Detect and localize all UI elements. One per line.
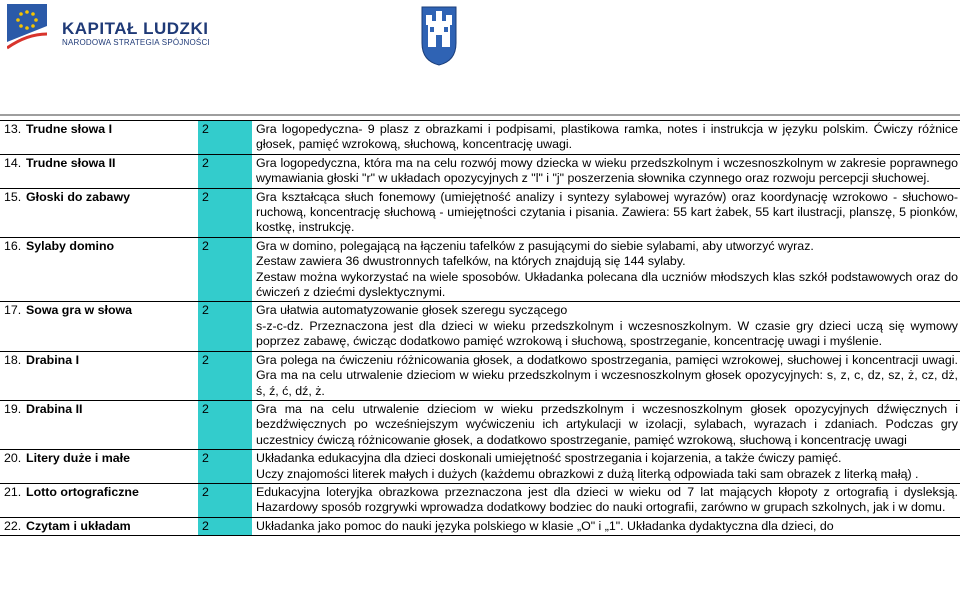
table-row: [0, 154, 960, 188]
item-quantity: 2: [198, 188, 252, 237]
row-number: 21.: [0, 483, 22, 517]
description-paragraph: Gra ma na celu utrwalenie dzieciom w wieku przedszkolnym i wczesnoszkolnym głosek opozycyjnych dźwięcznych i bezdźwięcznych po wcześniejszym wyćwiczeniu ich artykulacji w izolacji, sylabach, wyrazach i zdaniach. Podczas gry uczestnicy ćwiczą różnicowanie głosek, a dodatkowo spostrzeganie, pamięć wzrokową, słuchową i koncentrację uwagi: [256, 401, 958, 447]
item-title: Trudne słowa I: [22, 121, 198, 155]
item-title: Sylaby domino: [22, 237, 198, 302]
description-paragraph: Zestaw zawiera 36 dwustronnych tafelków, na których znajdują się 144 sylaby.: [256, 254, 686, 269]
table-row: [0, 400, 960, 449]
description-paragraph: Gra w domino, polegającą na łączeniu tafelków z pasującymi do siebie sylabami, aby utworzyć wyraz.: [256, 238, 814, 253]
row-number: 14.: [0, 154, 22, 188]
row-number: 16.: [0, 237, 22, 302]
item-title: Czytam i układam: [22, 517, 198, 535]
table-row: [0, 517, 960, 535]
description-paragraph: Gra ułatwia automatyzowanie głosek szeregu syczącego: [256, 303, 568, 318]
coat-of-arms-icon: [420, 3, 458, 67]
item-description: [252, 483, 960, 517]
item-description: [252, 450, 960, 484]
item-quantity: 2: [198, 483, 252, 517]
item-quantity: 2: [198, 517, 252, 535]
description-paragraph: Gra kształcąca słuch fonemowy (umiejętność analizy i syntezy sylabowej wyrazów) oraz koordynację wzrokowo - słuchowo- ruchową, koncentrację słuchową - umiejętności czytania i pisania. Zawiera: 55 kart żabek, 55 kart ilustracji, planszę, 5 pionków, kostkę, instrukcję.: [256, 189, 958, 235]
brand-subtitle: NARODOWA STRATEGIA SPÓJNOŚCI: [62, 38, 210, 47]
item-description: [252, 154, 960, 188]
item-title: Litery duże i małe: [22, 450, 198, 484]
item-quantity: 2: [198, 237, 252, 302]
item-quantity: 2: [198, 121, 252, 155]
item-title: Drabina II: [22, 400, 198, 449]
description-paragraph: Zestaw można wykorzystać na wiele sposobów. Układanka polecana dla uczniów młodszych klas szkół podstawowych oraz do ćwiczeń z dziećmi dyslektycznymi.: [256, 269, 958, 300]
item-description: [252, 400, 960, 449]
description-paragraph: Edukacyjna loteryjka obrazkowa przeznaczona jest dla dzieci w wieku od 7 lat mających kłopoty z ortografią i dysleksją. Hazardowy sposób rozgrywki wprowadza dodatkowy bodziec do nauki ortografii, zarówno w grupach szkolnych, jak i w domu.: [256, 484, 958, 515]
aids-table: [0, 120, 960, 536]
item-title: Sowa gra w słowa: [22, 302, 198, 351]
table-row: [0, 121, 960, 155]
brand-title: KAPITAŁ LUDZKI: [62, 19, 209, 38]
row-number: 22.: [0, 517, 22, 535]
table-row: [0, 483, 960, 517]
description-paragraph: s-z-c-dz. Przeznaczona jest dla dzieci w wieku przedszkolnym i wczesnoszkolnym. W czasie gry dzieci uczą się wymowy poprzez zabawę, ćwicząc dodatkowo pamięć wzrokową i słuchową, spostrzeganie, koncentrację uwagi i myślenie.: [256, 318, 958, 349]
description-paragraph: Gra polega na ćwiczeniu różnicowania głosek, a dodatkowo spostrzegania, pamięci wzrokowej, słuchowej i koncentracji uwagi. Gra ma na celu utrwalenie dzieciom w wieku przedszkolnym i wczesnoszkolnym głosek opozycyjnych: s, z, c, dz, sz, ż, cz, dż, ś, ź, ć, dź, ż.: [256, 352, 958, 398]
description-paragraph: Gra logopedyczna- 9 plasz z obrazkami i podpisami, plastikowa ramka, notes i instrukcja w języku polskim. Ćwiczy różnice głosek, pamięć wzrokową, słuchową, koncentrację uwagi.: [256, 122, 958, 152]
table-row: [0, 237, 960, 302]
item-description: [252, 351, 960, 400]
row-number: 15.: [0, 188, 22, 237]
brand-block: [62, 20, 210, 48]
item-quantity: 2: [198, 351, 252, 400]
description-paragraph: Gra logopedyczna, która ma na celu rozwój mowy dziecka w wieku przedszkolnym i wczesnoszkolnym w zakresie poprawnego wymawiania głoski "r" w układach opozycyjnych z "l" i "j" poszerzenia słownika czynnego oraz rozwoju percepcji słuchowej.: [256, 155, 958, 186]
description-paragraph: Układanka edukacyjna dla dzieci doskonali umiejętność spostrzegania i kojarzenia, a także ćwiczy pamięć.: [256, 451, 842, 466]
item-quantity: 2: [198, 154, 252, 188]
row-number: 19.: [0, 400, 22, 449]
item-quantity: 2: [198, 450, 252, 484]
table-row: [0, 302, 960, 351]
item-quantity: 2: [198, 400, 252, 449]
item-title: Lotto ortograficzne: [22, 483, 198, 517]
item-description: [252, 517, 960, 535]
item-title: Głoski do zabawy: [22, 188, 198, 237]
item-description: [252, 237, 960, 302]
description-paragraph: Uczy znajomości literek małych i dużych (każdemu obrazkowi z dużą literką odpowiada taki sam obrazek z literką małą) .: [256, 466, 919, 481]
item-description: [252, 121, 960, 155]
row-number: 13.: [0, 121, 22, 155]
header-divider: [0, 114, 960, 116]
item-title: Trudne słowa II: [22, 154, 198, 188]
item-title: Drabina I: [22, 351, 198, 400]
table-row: [0, 188, 960, 237]
eu-flag-logo: [7, 4, 47, 60]
table-row: [0, 450, 960, 484]
row-number: 20.: [0, 450, 22, 484]
item-description: [252, 188, 960, 237]
item-description: [252, 302, 960, 351]
row-number: 17.: [0, 302, 22, 351]
description-paragraph: Układanka jako pomoc do nauki języka polskiego w klasie „O" i „1". Układanka dydaktyczna dla dzieci, do: [256, 518, 834, 533]
page-header: [0, 0, 960, 118]
item-quantity: 2: [198, 302, 252, 351]
table-row: [0, 351, 960, 400]
row-number: 18.: [0, 351, 22, 400]
